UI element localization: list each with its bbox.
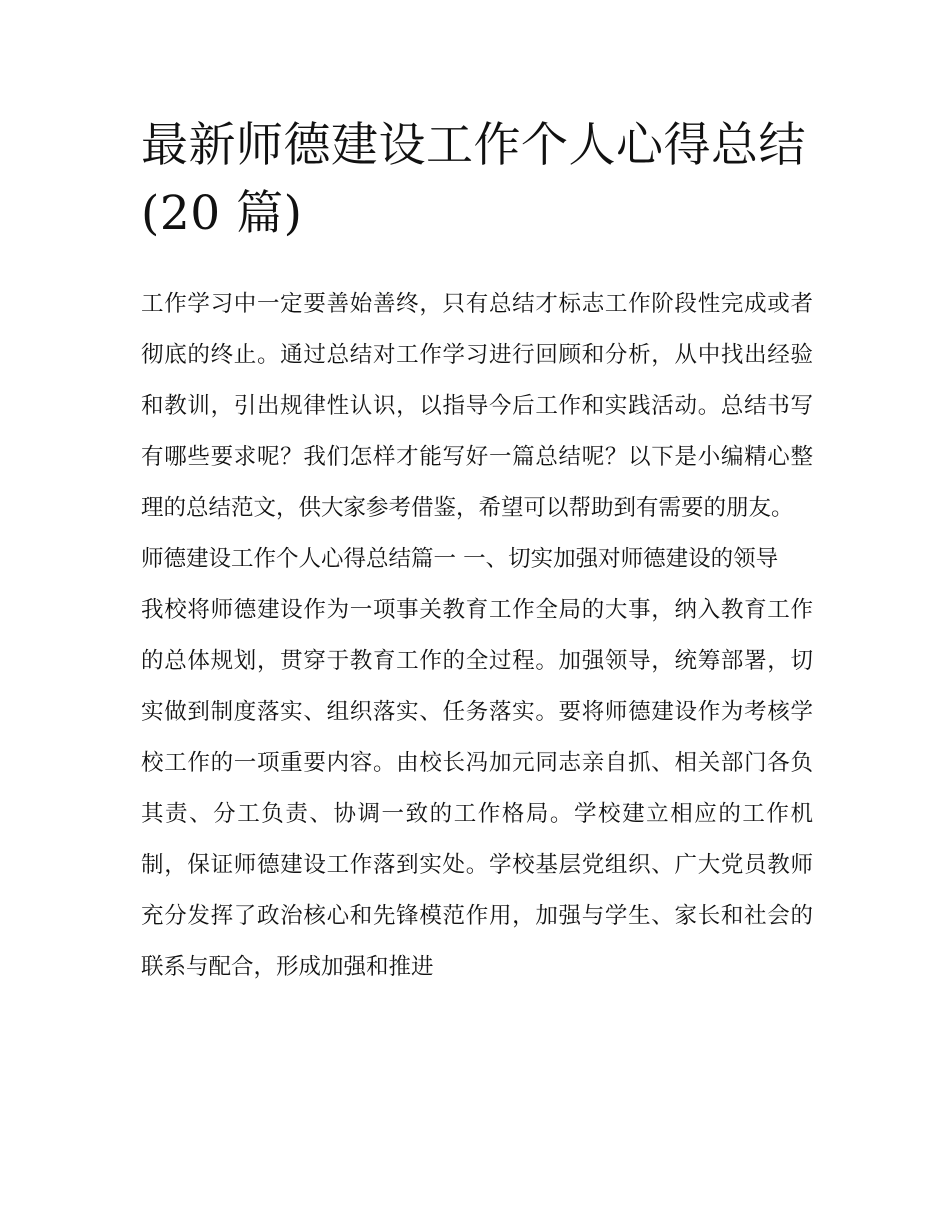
document-title: 最新师德建设工作个人心得总结(20 篇) <box>141 118 806 241</box>
section-heading-paragraph: 师德建设工作个人心得总结篇一 一、切实加强对师德建设的领导 <box>141 546 779 572</box>
body-paragraph: 我校将师德建设作为一项事关教育工作全局的大事，纳入教育工作的总体规划，贯穿于教育工作的全过程。加强领导，统筹部署，切实做到制度落实、组织落实、任务落实。要将师德建设作为考核学校工作的一项重要内容。由校长冯加元同志亲自抓、相关部门各负其责、分工负责、协调一致的工作格局。学校建立相应的工作机制，保证师德建设工作落到实处。学校基层党组织、广大党员教师充分发挥了政治核心和先锋模范作用，加强与学生、家长和社会的联系与配合，形成加强和推进 <box>141 597 813 980</box>
document-page <box>141 112 813 993</box>
intro-paragraph: 工作学习中一定要善始善终，只有总结才标志工作阶段性完成或者彻底的终止。通过总结对工作学习进行回顾和分析，从中找出经验和教训，引出规律性认识，以指导今后工作和实践活动。总结书写有哪些要求呢？我们怎样才能写好一篇总结呢？以下是小编精心整理的总结范文，供大家参考借鉴，希望可以帮助到有需要的朋友。 <box>141 291 813 521</box>
